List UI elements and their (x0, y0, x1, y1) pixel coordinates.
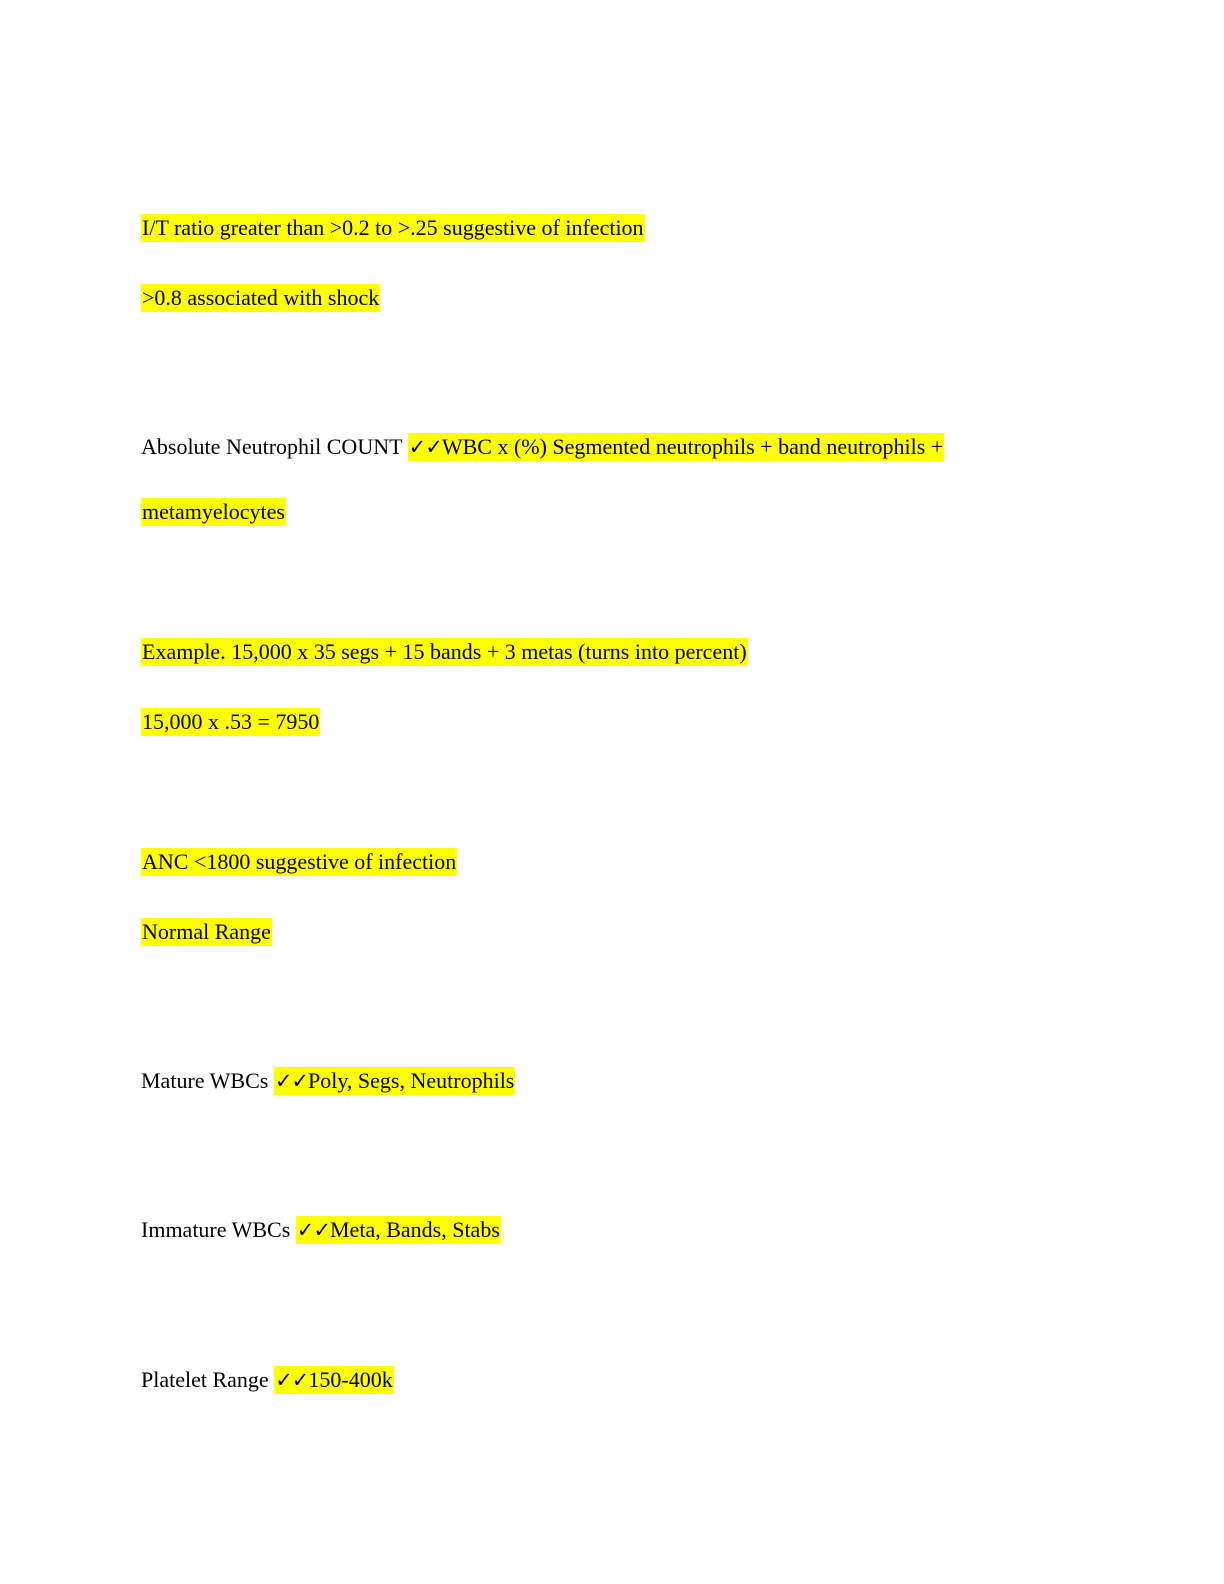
immature-definition (296, 1216, 501, 1244)
example-line (141, 638, 748, 666)
immature-definition-text: Meta, Bands, Stabs (330, 1217, 500, 1242)
shock-text: >0.8 associated with shock (142, 285, 380, 310)
mature-definition-text: Poly, Segs, Neutrophils (308, 1068, 515, 1093)
anc-continuation-line (141, 498, 286, 526)
double-check-icon: ✓✓ (296, 1218, 330, 1242)
it-ratio-text: I/T ratio greater than >0.2 to >.25 suggestive of infection (142, 215, 644, 240)
anc-infection-text: ANC <1800 suggestive of infection (142, 849, 457, 874)
calculation-line (141, 708, 320, 736)
it-ratio-line (141, 214, 645, 242)
anc-definition-text: WBC x (%) Segmented neutrophils + band neutrophils + (441, 434, 944, 459)
platelet-definition-text: 150-400k (308, 1367, 393, 1392)
double-check-icon: ✓✓ (275, 1368, 309, 1392)
platelet-range-line (141, 1366, 394, 1394)
anc-infection-line (141, 848, 457, 876)
anc-term: Absolute Neutrophil COUNT (141, 434, 408, 459)
anc-definition (408, 433, 945, 461)
platelet-definition (274, 1366, 394, 1394)
anc-line (141, 433, 944, 461)
immature-wbcs-line (141, 1216, 501, 1244)
calculation-text: 15,000 x .53 = 7950 (142, 709, 320, 734)
example-text: Example. 15,000 x 35 segs + 15 bands + 3 metas (turns into percent) (142, 639, 747, 664)
immature-term: Immature WBCs (141, 1217, 296, 1242)
anc-definition-continued: metamyelocytes (142, 499, 285, 524)
shock-line (141, 284, 380, 312)
platelet-term: Platelet Range (141, 1367, 275, 1392)
double-check-icon: ✓✓ (408, 435, 442, 459)
mature-term: Mature WBCs (141, 1068, 274, 1093)
mature-definition (274, 1067, 516, 1095)
normal-range-text: Normal Range (142, 919, 271, 944)
normal-range-line (141, 918, 272, 946)
double-check-icon: ✓✓ (274, 1069, 309, 1093)
mature-wbcs-line (141, 1067, 515, 1095)
